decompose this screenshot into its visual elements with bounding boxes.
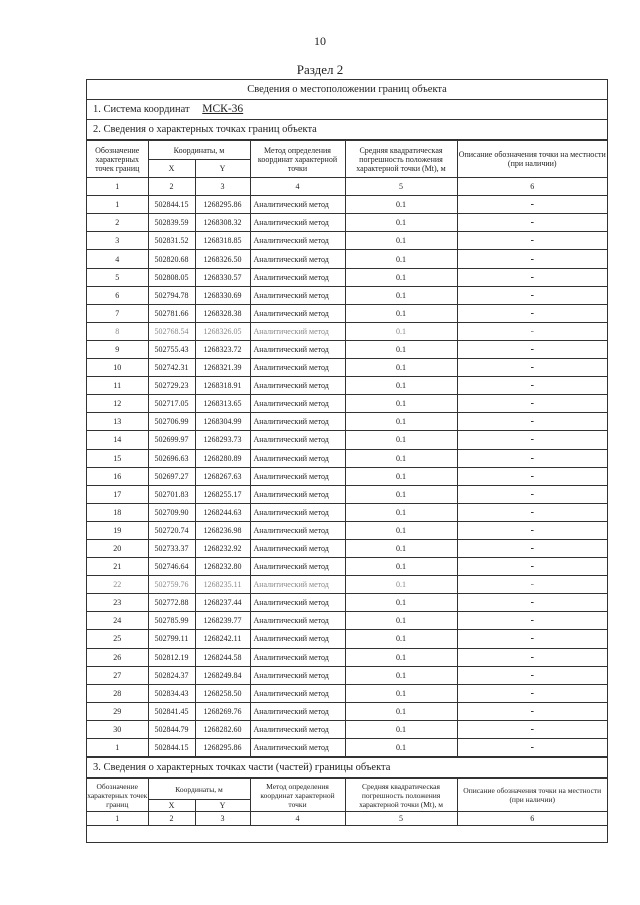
table-row <box>87 214 607 232</box>
table-row <box>87 539 607 557</box>
table-row <box>87 232 607 250</box>
y-coordinate: 1268269.76 <box>195 702 250 720</box>
point-number: 29 <box>87 702 148 720</box>
y-coordinate: 1268330.69 <box>195 286 250 304</box>
x-coordinate: 502844.15 <box>148 196 195 214</box>
table-row <box>87 250 607 268</box>
accuracy-cell: 0.1 <box>345 576 457 594</box>
description-cell: - <box>457 395 607 413</box>
description-cell: - <box>457 648 607 666</box>
method-cell: Аналитический метод <box>250 304 345 322</box>
point-number: 5 <box>87 268 148 286</box>
description-cell: - <box>457 340 607 358</box>
x-coordinate: 502733.37 <box>148 539 195 557</box>
table-row <box>87 576 607 594</box>
y-coordinate: 1268258.50 <box>195 684 250 702</box>
point-number: 27 <box>87 666 148 684</box>
table-row <box>87 449 607 467</box>
x-coordinate: 502812.19 <box>148 648 195 666</box>
table-row <box>87 340 607 358</box>
point-number: 14 <box>87 431 148 449</box>
point-number: 16 <box>87 467 148 485</box>
x-coordinate: 502696.63 <box>148 449 195 467</box>
accuracy-cell: 0.1 <box>345 630 457 648</box>
table-row <box>87 359 607 377</box>
y-coordinate: 1268239.77 <box>195 612 250 630</box>
partial-column-number-row <box>87 812 607 826</box>
page-number: 10 <box>314 34 326 48</box>
column-number-row <box>87 178 607 196</box>
y-coordinate: 1268326.50 <box>195 250 250 268</box>
description-cell: - <box>457 214 607 232</box>
accuracy-cell: 0.1 <box>345 340 457 358</box>
table-row <box>87 612 607 630</box>
y-coordinate: 1268326.05 <box>195 322 250 340</box>
description-cell: - <box>457 413 607 431</box>
method-cell: Аналитический метод <box>250 377 345 395</box>
description-cell: - <box>457 558 607 576</box>
method-cell: Аналитический метод <box>250 232 345 250</box>
partial-header-accuracy: Средняя квадратическая погрешность положения характерной точки (Mt), м <box>345 779 457 812</box>
accuracy-cell: 0.1 <box>345 286 457 304</box>
column-number: 3 <box>195 178 250 196</box>
table-row <box>87 467 607 485</box>
partial-header-method: Метод определения координат характерной точки <box>250 779 345 812</box>
accuracy-cell: 0.1 <box>345 503 457 521</box>
column-number: 6 <box>457 178 607 196</box>
table-row <box>87 521 607 539</box>
table-row <box>87 594 607 612</box>
method-cell: Аналитический метод <box>250 467 345 485</box>
accuracy-cell: 0.1 <box>345 196 457 214</box>
partial-header-row <box>87 779 607 800</box>
point-number: 8 <box>87 322 148 340</box>
accuracy-cell: 0.1 <box>345 467 457 485</box>
table-row <box>87 648 607 666</box>
point-number: 11 <box>87 377 148 395</box>
y-coordinate: 1268295.86 <box>195 196 250 214</box>
y-coordinate: 1268236.98 <box>195 521 250 539</box>
y-coordinate: 1268321.39 <box>195 359 250 377</box>
point-number: 22 <box>87 576 148 594</box>
column-number: 1 <box>87 812 148 826</box>
table-row <box>87 702 607 720</box>
method-cell: Аналитический метод <box>250 702 345 720</box>
point-number: 1 <box>87 196 148 214</box>
y-coordinate: 1268235.11 <box>195 576 250 594</box>
y-coordinate: 1268280.89 <box>195 449 250 467</box>
method-cell: Аналитический метод <box>250 521 345 539</box>
accuracy-cell: 0.1 <box>345 250 457 268</box>
y-coordinate: 1268267.63 <box>195 467 250 485</box>
x-coordinate: 502729.23 <box>148 377 195 395</box>
point-number: 15 <box>87 449 148 467</box>
method-cell: Аналитический метод <box>250 395 345 413</box>
x-coordinate: 502808.05 <box>148 268 195 286</box>
description-cell: - <box>457 739 607 757</box>
column-number: 5 <box>345 178 457 196</box>
points-heading: 2. Сведения о характерных точках границ объекта <box>87 120 607 140</box>
method-cell: Аналитический метод <box>250 322 345 340</box>
table-row <box>87 630 607 648</box>
y-coordinate: 1268244.58 <box>195 648 250 666</box>
method-cell: Аналитический метод <box>250 359 345 377</box>
point-number: 3 <box>87 232 148 250</box>
partial-header-y: Y <box>195 800 250 812</box>
x-coordinate: 502699.97 <box>148 431 195 449</box>
accuracy-cell: 0.1 <box>345 268 457 286</box>
description-cell: - <box>457 268 607 286</box>
method-cell: Аналитический метод <box>250 739 345 757</box>
x-coordinate: 502720.74 <box>148 521 195 539</box>
accuracy-cell: 0.1 <box>345 431 457 449</box>
method-cell: Аналитический метод <box>250 268 345 286</box>
point-number: 12 <box>87 395 148 413</box>
column-number: 4 <box>250 812 345 826</box>
x-coordinate: 502742.31 <box>148 359 195 377</box>
point-number: 21 <box>87 558 148 576</box>
y-coordinate: 1268313.65 <box>195 395 250 413</box>
method-cell: Аналитический метод <box>250 503 345 521</box>
y-coordinate: 1268323.72 <box>195 340 250 358</box>
accuracy-cell: 0.1 <box>345 304 457 322</box>
column-number: 6 <box>457 812 607 826</box>
x-coordinate: 502781.66 <box>148 304 195 322</box>
partial-header-x: X <box>148 800 195 812</box>
table-row <box>87 431 607 449</box>
point-number: 24 <box>87 612 148 630</box>
header-accuracy: Средняя квадратическая погрешность положения характерной точки (Mt), м <box>345 141 457 178</box>
accuracy-cell: 0.1 <box>345 739 457 757</box>
method-cell: Аналитический метод <box>250 431 345 449</box>
description-cell: - <box>457 322 607 340</box>
method-cell: Аналитический метод <box>250 214 345 232</box>
description-cell: - <box>457 250 607 268</box>
header-designation: Обозначение характерных точек границ <box>87 141 148 178</box>
coordinate-system <box>87 100 607 120</box>
table-tail-space <box>87 826 607 842</box>
description-cell: - <box>457 612 607 630</box>
accuracy-cell: 0.1 <box>345 594 457 612</box>
point-number: 26 <box>87 648 148 666</box>
header-y: Y <box>195 160 250 178</box>
boundary-points-table <box>87 140 607 757</box>
accuracy-cell: 0.1 <box>345 377 457 395</box>
y-coordinate: 1268282.60 <box>195 720 250 738</box>
column-number: 3 <box>195 812 250 826</box>
x-coordinate: 502717.05 <box>148 395 195 413</box>
accuracy-cell: 0.1 <box>345 720 457 738</box>
table-row <box>87 196 607 214</box>
y-coordinate: 1268318.85 <box>195 232 250 250</box>
description-cell: - <box>457 666 607 684</box>
partial-header-coordinates: Координаты, м <box>148 779 250 800</box>
x-coordinate: 502844.79 <box>148 720 195 738</box>
accuracy-cell: 0.1 <box>345 648 457 666</box>
column-number: 2 <box>148 178 195 196</box>
accuracy-cell: 0.1 <box>345 214 457 232</box>
method-cell: Аналитический метод <box>250 648 345 666</box>
accuracy-cell: 0.1 <box>345 232 457 250</box>
y-coordinate: 1268293.73 <box>195 431 250 449</box>
header-method: Метод определения координат характерной точки <box>250 141 345 178</box>
x-coordinate: 502841.45 <box>148 702 195 720</box>
description-cell: - <box>457 467 607 485</box>
table-row <box>87 413 607 431</box>
method-cell: Аналитический метод <box>250 630 345 648</box>
x-coordinate: 502839.59 <box>148 214 195 232</box>
description-cell: - <box>457 431 607 449</box>
point-number: 28 <box>87 684 148 702</box>
point-number: 23 <box>87 594 148 612</box>
accuracy-cell: 0.1 <box>345 666 457 684</box>
description-cell: - <box>457 286 607 304</box>
accuracy-cell: 0.1 <box>345 485 457 503</box>
y-coordinate: 1268244.63 <box>195 503 250 521</box>
method-cell: Аналитический метод <box>250 666 345 684</box>
table-row <box>87 322 607 340</box>
table-row <box>87 739 607 757</box>
description-cell: - <box>457 630 607 648</box>
x-coordinate: 502706.99 <box>148 413 195 431</box>
coordinate-system-label: 1. Система координат <box>93 104 190 115</box>
x-coordinate: 502709.90 <box>148 503 195 521</box>
x-coordinate: 502831.52 <box>148 232 195 250</box>
y-coordinate: 1268237.44 <box>195 594 250 612</box>
y-coordinate: 1268249.84 <box>195 666 250 684</box>
main-heading: Сведения о местоположении границ объекта <box>87 80 607 100</box>
description-cell: - <box>457 449 607 467</box>
column-number: 1 <box>87 178 148 196</box>
description-cell: - <box>457 521 607 539</box>
x-coordinate: 502697.27 <box>148 467 195 485</box>
point-number: 9 <box>87 340 148 358</box>
table-row <box>87 558 607 576</box>
column-number: 2 <box>148 812 195 826</box>
table-row <box>87 304 607 322</box>
accuracy-cell: 0.1 <box>345 702 457 720</box>
point-number: 30 <box>87 720 148 738</box>
description-cell: - <box>457 503 607 521</box>
x-coordinate: 502794.78 <box>148 286 195 304</box>
accuracy-cell: 0.1 <box>345 413 457 431</box>
method-cell: Аналитический метод <box>250 485 345 503</box>
method-cell: Аналитический метод <box>250 340 345 358</box>
table-row <box>87 503 607 521</box>
y-coordinate: 1268330.57 <box>195 268 250 286</box>
description-cell: - <box>457 576 607 594</box>
table-row <box>87 666 607 684</box>
table-header-row <box>87 141 607 160</box>
header-x: X <box>148 160 195 178</box>
description-cell: - <box>457 377 607 395</box>
section-title: Раздел 2 <box>296 62 344 77</box>
y-coordinate: 1268304.99 <box>195 413 250 431</box>
accuracy-cell: 0.1 <box>345 539 457 557</box>
y-coordinate: 1268242.11 <box>195 630 250 648</box>
accuracy-cell: 0.1 <box>345 684 457 702</box>
accuracy-cell: 0.1 <box>345 558 457 576</box>
point-number: 7 <box>87 304 148 322</box>
partial-header-description: Описание обозначения точки на местности (при наличии) <box>457 779 607 812</box>
point-number: 1 <box>87 739 148 757</box>
y-coordinate: 1268295.86 <box>195 739 250 757</box>
x-coordinate: 502701.83 <box>148 485 195 503</box>
accuracy-cell: 0.1 <box>345 359 457 377</box>
description-cell: - <box>457 359 607 377</box>
x-coordinate: 502759.76 <box>148 576 195 594</box>
accuracy-cell: 0.1 <box>345 322 457 340</box>
y-coordinate: 1268318.91 <box>195 377 250 395</box>
method-cell: Аналитический метод <box>250 539 345 557</box>
y-coordinate: 1268328.38 <box>195 304 250 322</box>
x-coordinate: 502820.68 <box>148 250 195 268</box>
y-coordinate: 1268255.17 <box>195 485 250 503</box>
method-cell: Аналитический метод <box>250 558 345 576</box>
y-coordinate: 1268232.92 <box>195 539 250 557</box>
x-coordinate: 502755.43 <box>148 340 195 358</box>
x-coordinate: 502844.15 <box>148 739 195 757</box>
table-row <box>87 485 607 503</box>
description-cell: - <box>457 304 607 322</box>
header-coordinates: Координаты, м <box>148 141 250 160</box>
method-cell: Аналитический метод <box>250 684 345 702</box>
coordinate-system-value: МСК-36 <box>202 103 244 115</box>
point-number: 10 <box>87 359 148 377</box>
method-cell: Аналитический метод <box>250 413 345 431</box>
table-row <box>87 286 607 304</box>
point-number: 13 <box>87 413 148 431</box>
table-row <box>87 377 607 395</box>
point-number: 25 <box>87 630 148 648</box>
x-coordinate: 502772.88 <box>148 594 195 612</box>
description-cell: - <box>457 232 607 250</box>
method-cell: Аналитический метод <box>250 196 345 214</box>
x-coordinate: 502785.99 <box>148 612 195 630</box>
description-cell: - <box>457 684 607 702</box>
partial-header-designation: Обозначение характерных точек границ <box>87 779 148 812</box>
point-number: 6 <box>87 286 148 304</box>
table-row <box>87 268 607 286</box>
partial-points-table <box>87 778 607 826</box>
x-coordinate: 502799.11 <box>148 630 195 648</box>
method-cell: Аналитический метод <box>250 250 345 268</box>
header-description: Описание обозначения точки на местности (при наличии) <box>457 141 607 178</box>
y-coordinate: 1268232.80 <box>195 558 250 576</box>
boundary-info-frame <box>86 79 608 843</box>
method-cell: Аналитический метод <box>250 286 345 304</box>
accuracy-cell: 0.1 <box>345 449 457 467</box>
x-coordinate: 502834.43 <box>148 684 195 702</box>
point-number: 19 <box>87 521 148 539</box>
description-cell: - <box>457 539 607 557</box>
accuracy-cell: 0.1 <box>345 395 457 413</box>
table-row <box>87 720 607 738</box>
point-number: 2 <box>87 214 148 232</box>
method-cell: Аналитический метод <box>250 594 345 612</box>
partial-heading: 3. Сведения о характерных точках части (частей) границы объекта <box>87 757 607 778</box>
column-number: 5 <box>345 812 457 826</box>
accuracy-cell: 0.1 <box>345 521 457 539</box>
method-cell: Аналитический метод <box>250 612 345 630</box>
x-coordinate: 502746.64 <box>148 558 195 576</box>
description-cell: - <box>457 196 607 214</box>
y-coordinate: 1268308.32 <box>195 214 250 232</box>
description-cell: - <box>457 702 607 720</box>
description-cell: - <box>457 485 607 503</box>
description-cell: - <box>457 594 607 612</box>
point-number: 4 <box>87 250 148 268</box>
column-number: 4 <box>250 178 345 196</box>
point-number: 18 <box>87 503 148 521</box>
x-coordinate: 502768.54 <box>148 322 195 340</box>
table-row <box>87 395 607 413</box>
x-coordinate: 502824.37 <box>148 666 195 684</box>
method-cell: Аналитический метод <box>250 720 345 738</box>
table-row <box>87 684 607 702</box>
method-cell: Аналитический метод <box>250 576 345 594</box>
description-cell: - <box>457 720 607 738</box>
point-number: 17 <box>87 485 148 503</box>
method-cell: Аналитический метод <box>250 449 345 467</box>
accuracy-cell: 0.1 <box>345 612 457 630</box>
point-number: 20 <box>87 539 148 557</box>
